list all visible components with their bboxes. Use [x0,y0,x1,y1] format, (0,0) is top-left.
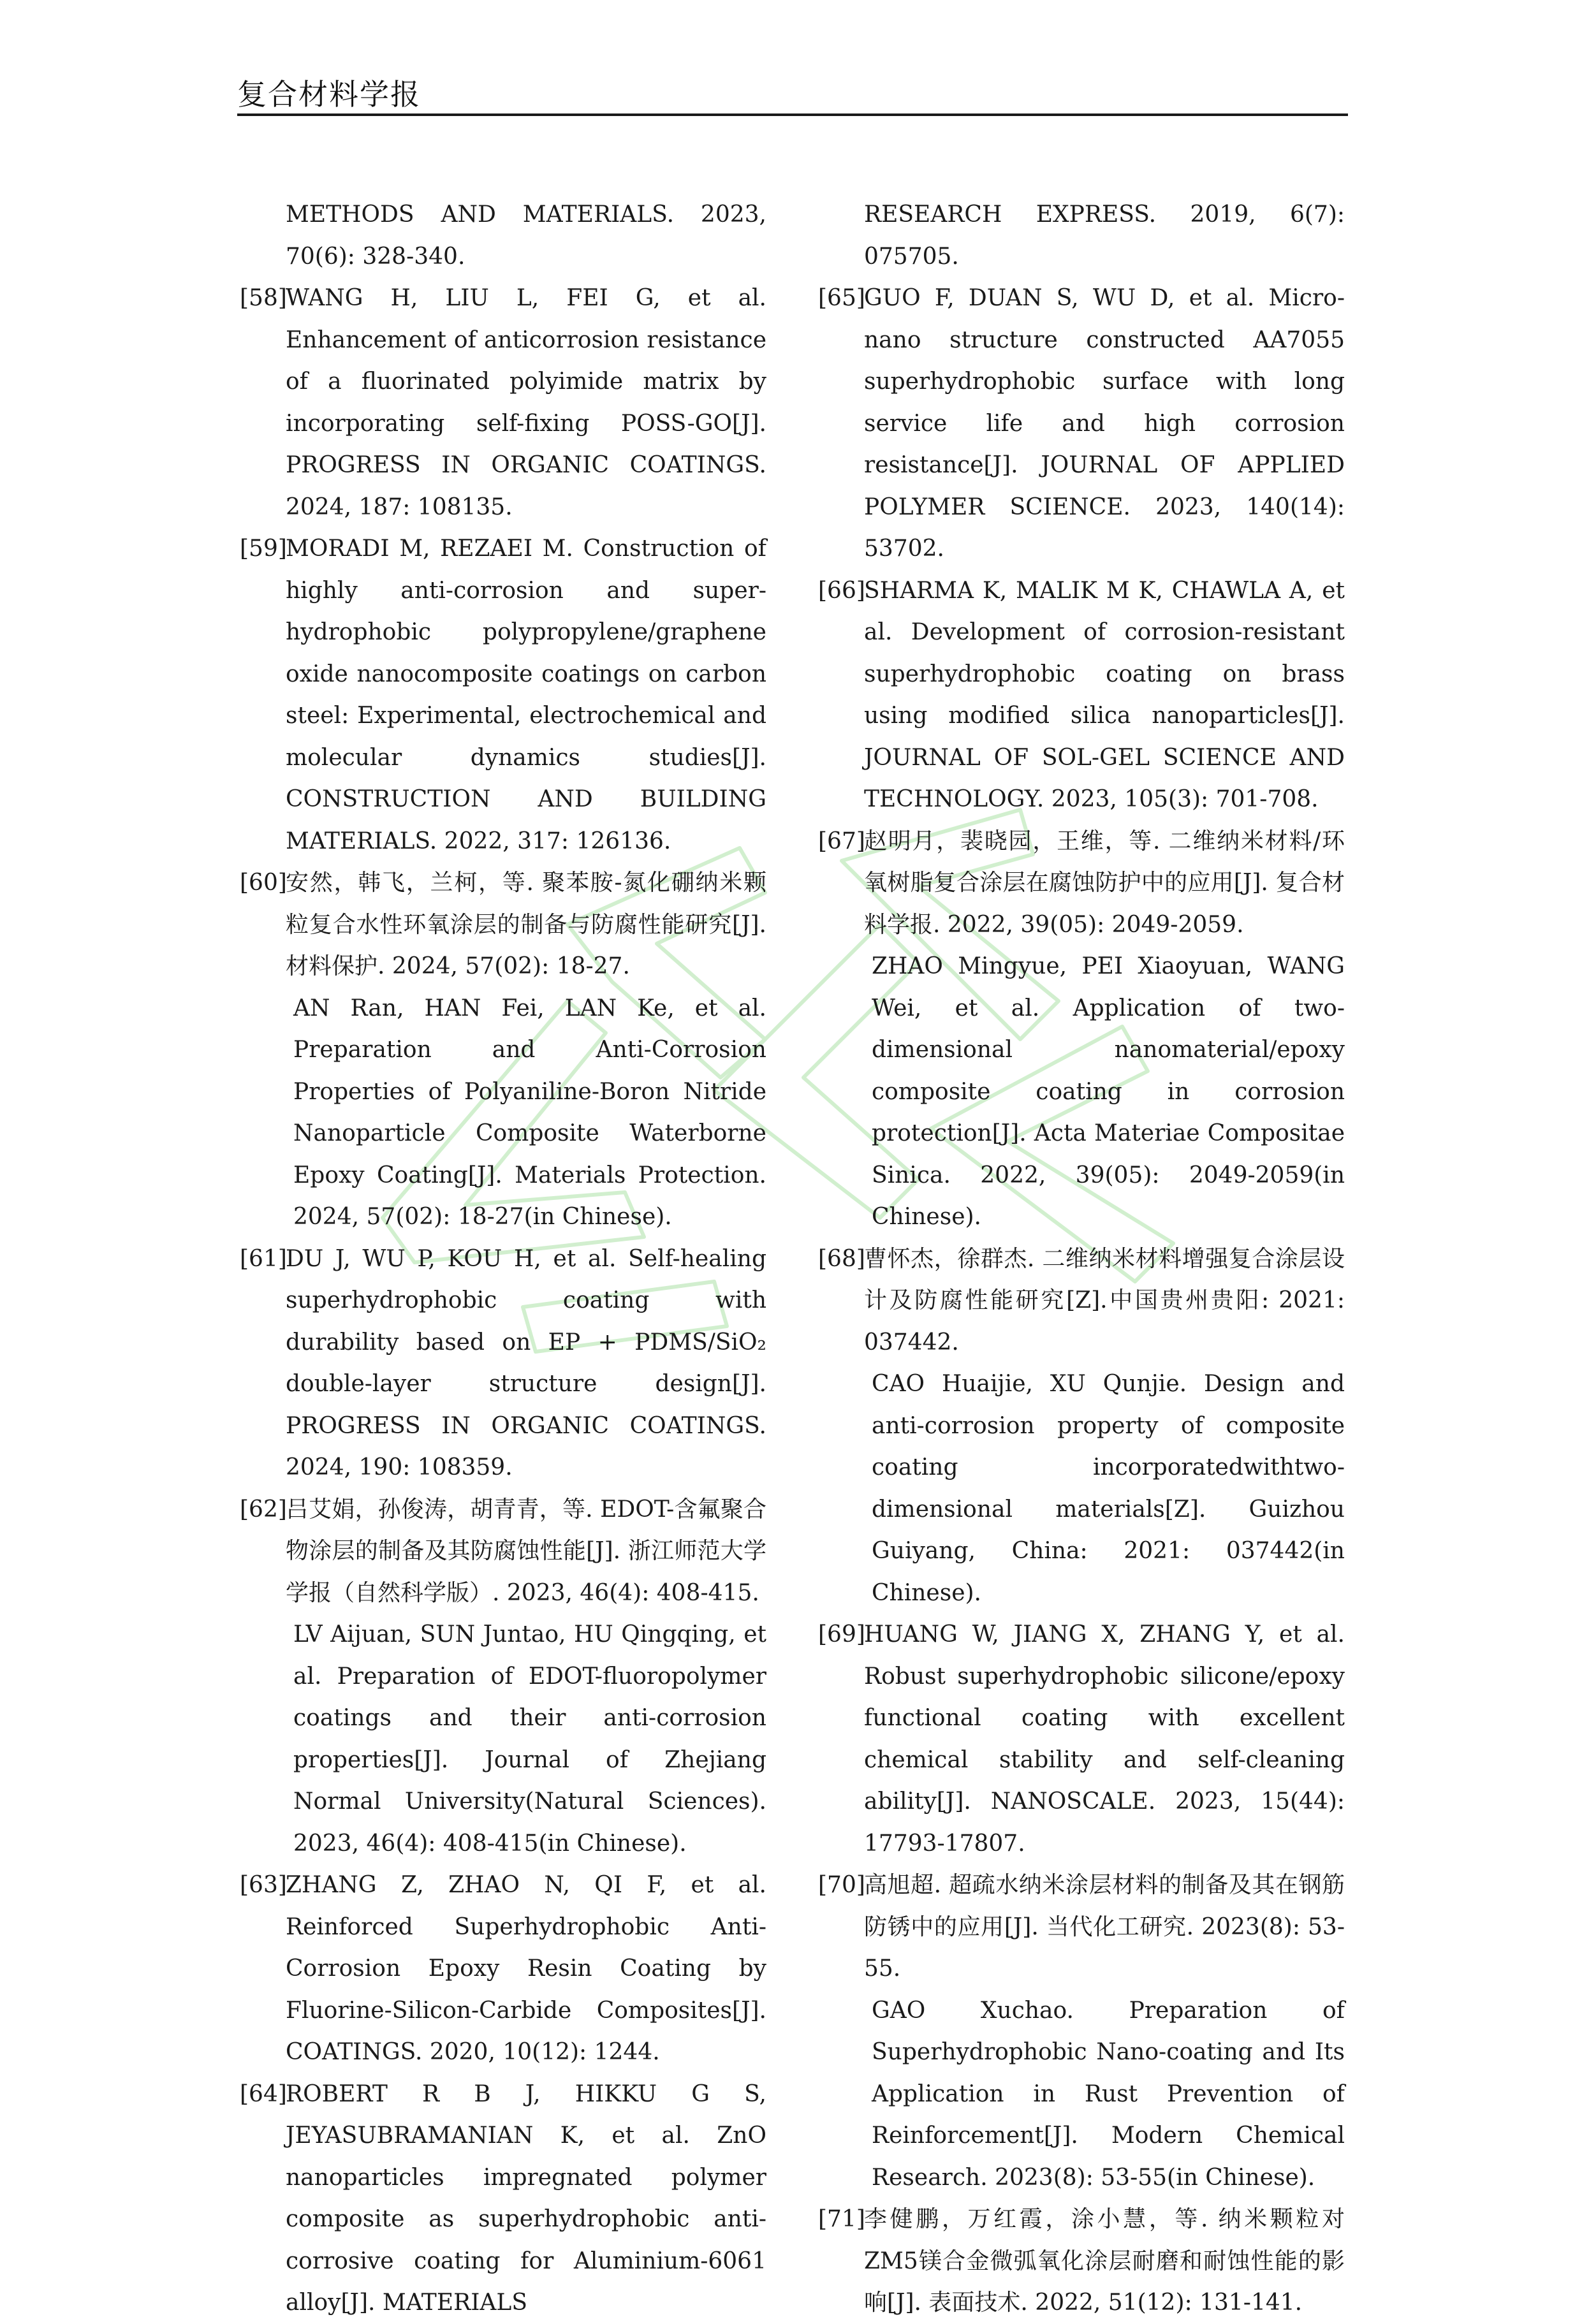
reference-70 [818,1864,1345,2198]
reference-65 [818,277,1345,570]
reference-68 [818,1238,1345,1614]
reference-number: [66] [818,577,865,604]
reference-text: 曹怀杰，徐群杰. 二维纳米材料增强复合涂层设计及防腐性能研究[Z].中国贵州贵阳: 2021: 037442. [864,1245,1345,1356]
reference-number: [63] [240,1872,287,1898]
reference-59 [240,528,766,862]
reference-number: [60] [240,870,287,896]
reference-text: GUO F, DUAN S, WU D, et al. Micro-nano structure constructed AA7055 superhydrophobic surface with long service life and high corrosion resistance[J]. JOURNAL OF APPLIED POLYMER SCIENCE. 2023, 140(14): 53702. [864,285,1345,562]
journal-title: 复合材料学报 [237,77,421,112]
reference-62 [240,1489,766,1865]
reference-number: [69] [818,1621,865,1648]
reference-61 [240,1238,766,1489]
reference-64 [240,2073,766,2324]
reference-text: 李健鹏，万红霞，涂小慧，等. 纳米颗粒对ZM5镁合金微弧氧化涂层耐磨和耐蚀性能的影响[J]. 表面技术. 2022, 51(12): 131-141. [864,2206,1345,2316]
reference-60 [240,862,766,1238]
reference-english-translation: CAO Huaijie, XU Qunjie. Design and anti-corrosion property of composite coating incorporatedwithtwo-dimensional materials[Z]. Guizhou Guiyang, China: 2021: 037442(in Chinese). [872,1371,1345,1606]
reference-number: [70] [818,1872,865,1898]
reference-58 [240,277,766,528]
reference-english-translation: AN Ran, HAN Fei, LAN Ke, et al. Preparation and Anti-Corrosion Properties of Polyaniline-Boron Nitride Nanoparticle Composite Waterborne Epoxy Coating[J]. Materials Protection. 2024, 57(02): 18-27(in Chinese). [293,995,766,1230]
reference-english-translation: ZHAO Mingyue, PEI Xiaoyuan, WANG Wei, et al. Application of two-dimensional nanomaterial/epoxy composite coating in corrosion protection[J]. Acta Materiae Compositae Sinica. 2022, 39(05): 2049-2059(in Chinese). [872,953,1345,1230]
reference-text: 吕艾娟，孙俊涛，胡青青，等. EDOT-含氟聚合物涂层的制备及其防腐蚀性能[J]. 浙江师范大学学报（自然科学版）. 2023, 46(4): 408-415. [286,1496,766,1606]
reference-text: 安然，韩飞，兰柯，等. 聚苯胺-氮化硼纳米颗粒复合水性环氧涂层的制备与防腐性能研究[J]. 材料保护. 2024, 57(02): 18-27. [286,870,766,979]
continuation-text: RESEARCH EXPRESS. 2019, 6(7): 075705. [864,201,1345,270]
reference-66 [818,570,1345,821]
reference-english-translation: LV Aijuan, SUN Juntao, HU Qingqing, et al. Preparation of EDOT-fluoropolymer coatings and their anti-corrosion properties[J]. Journal of Zhejiang Normal University(Natural Sciences). 2023, 46(4): 408-415(in Chinese). [293,1621,766,1857]
reference-number: [64] [240,2080,287,2107]
reference-text: MORADI M, REZAEI M. Construction of highly anti-corrosion and super-hydrophobic polypropylene/graphene oxide nanocomposite coatings on carbon steel: Experimental, electrochemical and molecular dynamics studies[J]. CONSTRUCTION AND BUILDING MATERIALS. 2022, 317: 126136. [286,536,766,854]
reference-text: SHARMA K, MALIK M K, CHAWLA A, et al. Development of corrosion-resistant superhydrophobic coating on brass using modified silica nanoparticles[J]. JOURNAL OF SOL-GEL SCIENCE AND TECHNOLOGY. 2023, 105(3): 701-708. [864,577,1345,812]
reference-text: ROBERT R B J, HIKKU G S, JEYASUBRAMANIAN K, et al. ZnO nanoparticles impregnated polymer composite as superhydrophobic anti-corrosive coating for Aluminium-6061 alloy[J]. MATERIALS [286,2080,766,2316]
reference-69 [818,1614,1345,1864]
left-column [240,194,766,2324]
reference-number: [62] [240,1496,287,1523]
reference-text: HUANG W, JIANG X, ZHANG Y, et al. Robust superhydrophobic silicone/epoxy functional coating with excellent chemical stability and self-cleaning ability[J]. NANOSCALE. 2023, 15(44): 17793-17807. [864,1621,1345,1857]
reference-text: ZHANG Z, ZHAO N, QI F, et al. Reinforced Superhydrophobic Anti-Corrosion Epoxy Resin Coating by Fluorine-Silicon-Carbide Composites[J]. COATINGS. 2020, 10(12): 1244. [286,1872,766,2065]
reference-number: [61] [240,1245,287,1272]
reference-number: [59] [240,536,287,562]
reference-63 [240,1864,766,2073]
reference-text: DU J, WU P, KOU H, et al. Self-healing superhydrophobic coating with durability based on EP + PDMS/SiO₂ double-layer structure design[J]. PROGRESS IN ORGANIC COATINGS. 2024, 190: 108359. [286,1245,766,1480]
right-column [818,194,1345,2324]
reference-number: [71] [818,2206,865,2232]
reference-67 [818,821,1345,1238]
reference-71 [818,2198,1345,2324]
header-rule [237,113,1348,116]
reference-number: [68] [818,1245,865,1272]
reference-text: 高旭超. 超疏水纳米涂层材料的制备及其在钢筋防锈中的应用[J]. 当代化工研究. 2023(8): 53-55. [864,1872,1345,1982]
continuation-text: METHODS AND MATERIALS. 2023, 70(6): 328-340. [286,201,766,270]
reference-number: [67] [818,828,865,854]
reference-number: [58] [240,285,287,311]
reference-text: 赵明月，裴晓园，王维，等. 二维纳米材料/环氧树脂复合涂层在腐蚀防护中的应用[J]. 复合材料学报. 2022, 39(05): 2049-2059. [864,828,1345,938]
reference-number: [65] [818,285,865,311]
reference-english-translation: GAO Xuchao. Preparation of Superhydrophobic Nano-coating and Its Application in Rust Prevention of Reinforcement[J]. Modern Chemical Research. 2023(8): 53-55(in Chinese). [872,1997,1345,2191]
reference-text: WANG H, LIU L, FEI G, et al. Enhancement of anticorrosion resistance of a fluorinated polyimide matrix by incorporating self-fixing POSS-GO[J]. PROGRESS IN ORGANIC COATINGS. 2024, 187: 108135. [286,285,766,520]
